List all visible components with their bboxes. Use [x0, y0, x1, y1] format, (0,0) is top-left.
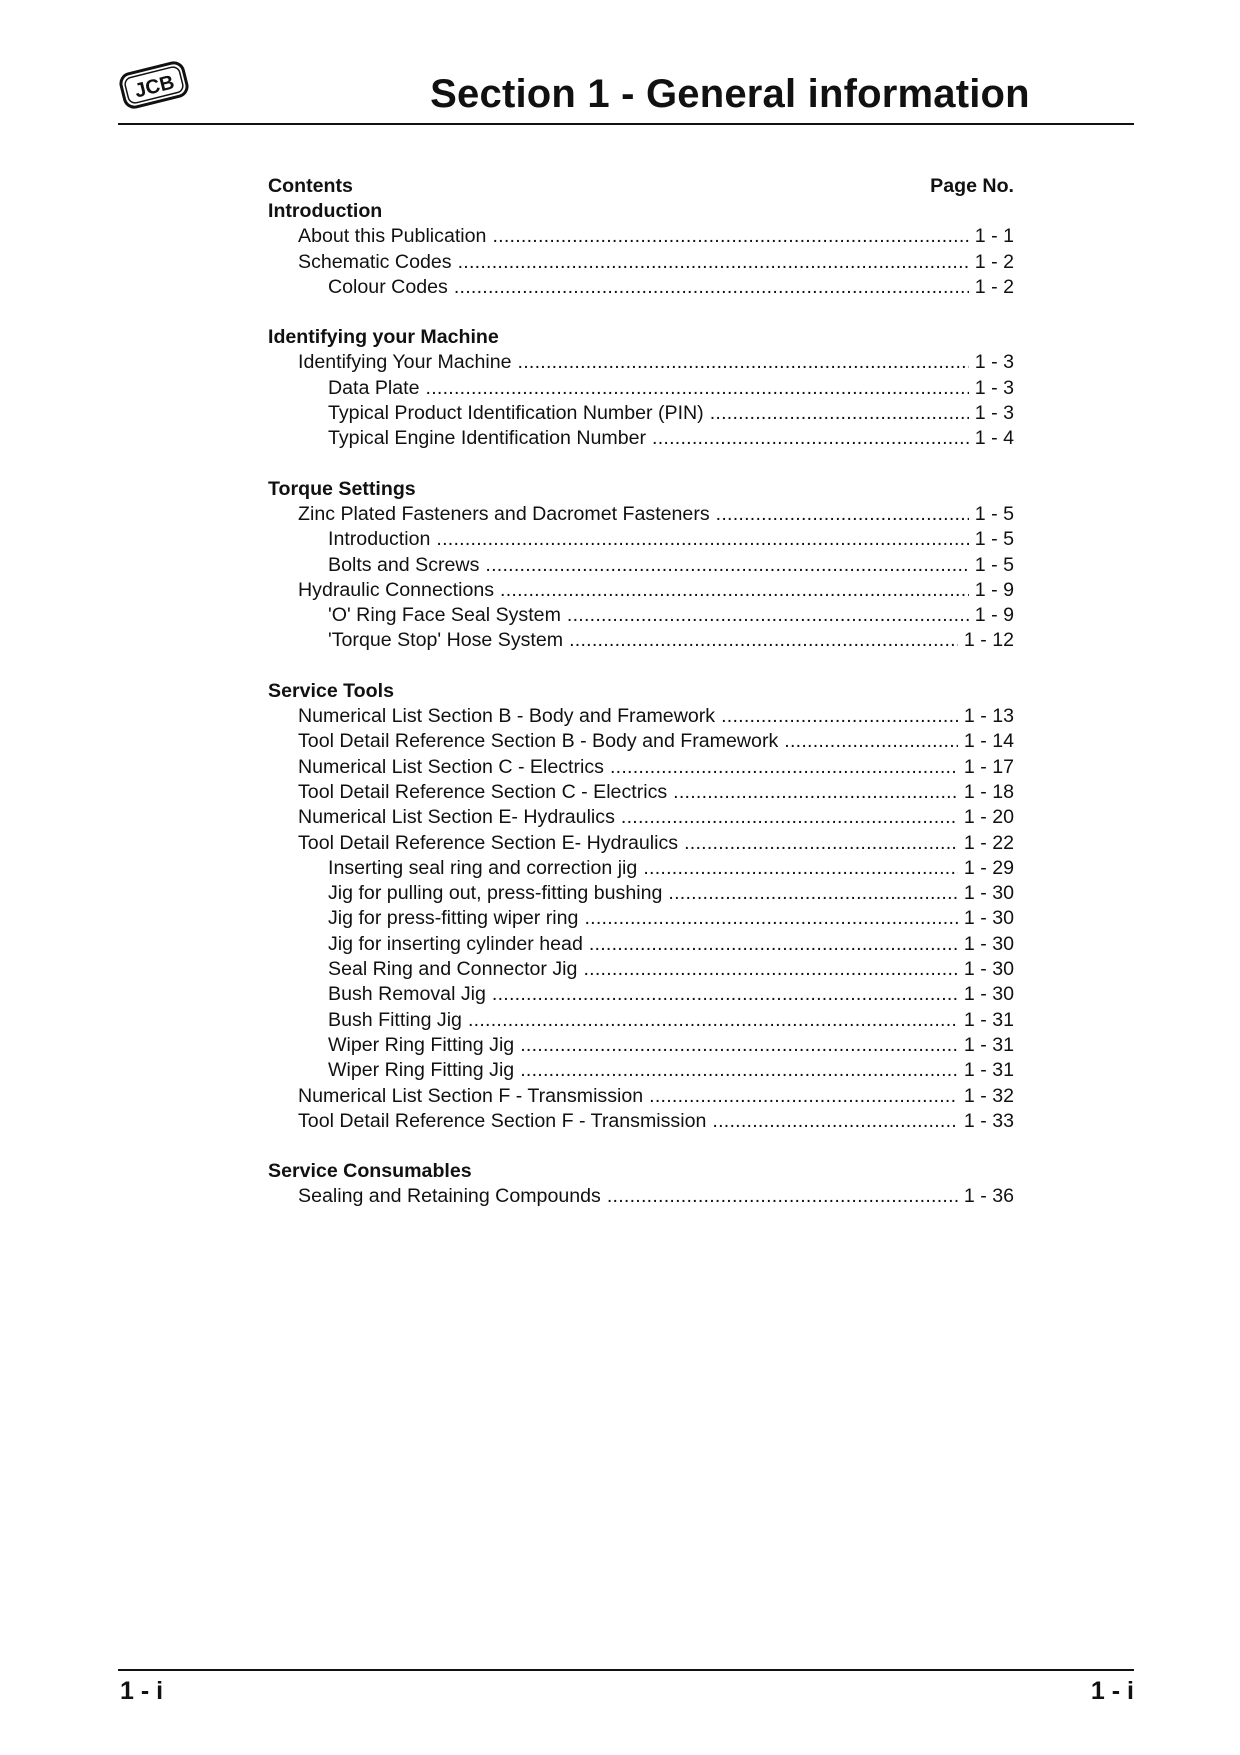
toc-dot-leader: [468, 1008, 958, 1033]
toc-group: [268, 679, 1014, 1134]
table-of-contents: [268, 173, 1014, 1210]
toc-dot-leader: [584, 906, 957, 931]
toc-entry[interactable]: [268, 1008, 1014, 1033]
toc-entry-label: Numerical List Section C - Electrics: [298, 755, 604, 778]
toc-entry-label: Wiper Ring Fitting Jig: [328, 1059, 515, 1082]
toc-dot-leader: [426, 376, 969, 401]
toc-dot-leader: [567, 603, 969, 628]
toc-dot-leader: [485, 553, 968, 578]
toc-group-heading: Introduction: [268, 200, 383, 222]
footer-page-left: 1 - i: [120, 1677, 164, 1705]
toc-entry-label: Bush Fitting Jig: [328, 1008, 462, 1031]
toc-entry-label: Jig for press-fitting wiper ring: [328, 907, 579, 930]
toc-entry-label: Numerical List Section F - Transmission: [298, 1084, 644, 1107]
toc-dot-leader: [458, 250, 969, 275]
toc-entry[interactable]: [268, 224, 1014, 249]
toc-entry-label: Tool Detail Reference Section E- Hydraulics: [298, 831, 679, 854]
toc-entry-label: About this Publication: [298, 225, 487, 248]
toc-dot-leader: [610, 755, 958, 780]
toc-entry-label: Tool Detail Reference Section B - Body and Framework: [298, 730, 779, 753]
toc-entry[interactable]: [268, 780, 1014, 805]
toc-entry-page: 1 - 5: [974, 502, 1014, 525]
toc-entry-page: 1 - 5: [974, 528, 1014, 551]
toc-entry-page: 1 - 3: [974, 351, 1014, 374]
toc-entry-label: Colour Codes: [328, 275, 448, 298]
toc-dot-leader: [492, 224, 968, 249]
toc-entry[interactable]: [268, 527, 1014, 552]
toc-entry-label: Numerical List Section E- Hydraulics: [298, 806, 615, 829]
toc-entry[interactable]: [268, 704, 1014, 729]
toc-entry-label: 'Torque Stop' Hose System: [328, 629, 564, 652]
logo-text: JCB: [132, 71, 177, 103]
toc-entry-label: Sealing and Retaining Compounds: [298, 1185, 601, 1208]
toc-entry[interactable]: [268, 957, 1014, 982]
toc-entry[interactable]: [268, 1058, 1014, 1083]
toc-entry[interactable]: [268, 1084, 1014, 1109]
toc-entry-label: Identifying Your Machine: [298, 351, 512, 374]
toc-entry-label: Numerical List Section B - Body and Framework: [298, 705, 716, 728]
toc-entry-label: Typical Engine Identification Number: [328, 427, 647, 450]
toc-entry-label: Seal Ring and Connector Jig: [328, 958, 578, 981]
toc-entry-page: 1 - 2: [974, 250, 1014, 273]
toc-dot-leader: [500, 578, 969, 603]
toc-entry-label: Hydraulic Connections: [298, 578, 495, 601]
toc-entry[interactable]: [268, 906, 1014, 931]
toc-dot-leader: [520, 1033, 958, 1058]
toc-dot-leader: [583, 957, 957, 982]
toc-entry-label: 'O' Ring Face Seal System: [328, 604, 561, 627]
toc-dot-leader: [454, 275, 969, 300]
toc-entry[interactable]: [268, 881, 1014, 906]
toc-entry-label: Tool Detail Reference Section F - Transmission: [298, 1109, 707, 1132]
toc-entry-page: 1 - 12: [963, 629, 1014, 652]
toc-entry-page: 1 - 29: [963, 856, 1014, 879]
toc-entry-page: 1 - 20: [963, 806, 1014, 829]
toc-entry[interactable]: [268, 1109, 1014, 1134]
toc-entry-page: 1 - 5: [974, 553, 1014, 576]
header-rule: [118, 123, 1134, 125]
toc-entry[interactable]: [268, 982, 1014, 1007]
toc-entry-page: 1 - 13: [963, 705, 1014, 728]
toc-entry-page: 1 - 9: [974, 604, 1014, 627]
toc-dot-leader: [784, 729, 958, 754]
toc-entry-label: Jig for pulling out, press-fitting bushing: [328, 882, 663, 905]
toc-entry[interactable]: [268, 755, 1014, 780]
jcb-logo: [118, 56, 190, 114]
toc-entry[interactable]: [268, 603, 1014, 628]
toc-entry-page: 1 - 14: [963, 730, 1014, 753]
toc-dot-leader: [607, 1184, 958, 1209]
toc-entry-page: 1 - 30: [963, 882, 1014, 905]
toc-entry-page: 1 - 1: [974, 225, 1014, 248]
toc-group-heading: Identifying your Machine: [268, 326, 499, 349]
toc-entry[interactable]: [268, 729, 1014, 754]
toc-dot-leader: [569, 628, 958, 653]
toc-entry-page: 1 - 3: [974, 402, 1014, 425]
toc-dot-leader: [518, 350, 969, 375]
toc-entry[interactable]: [268, 1184, 1014, 1209]
toc-dot-leader: [649, 1084, 958, 1109]
toc-dot-leader: [492, 982, 958, 1007]
toc-dot-leader: [684, 831, 958, 856]
footer-rule: [118, 1669, 1134, 1671]
toc-dot-leader: [721, 704, 958, 729]
toc-group-heading: Service Tools: [268, 679, 394, 702]
toc-entry[interactable]: [268, 502, 1014, 527]
toc-group: [268, 325, 1014, 451]
toc-entry-label: Wiper Ring Fitting Jig: [328, 1033, 515, 1056]
toc-entry-page: 1 - 31: [963, 1033, 1014, 1056]
toc-entry-page: 1 - 9: [974, 578, 1014, 601]
footer-page-right: 1 - i: [1090, 1677, 1134, 1705]
toc-entry-label: Bush Removal Jig: [328, 983, 486, 1006]
toc-dot-leader: [436, 527, 968, 552]
toc-groups: [268, 199, 1014, 1210]
toc-dot-leader: [643, 856, 958, 881]
toc-header: [268, 173, 1014, 199]
toc-entry-label: Data Plate: [328, 376, 420, 399]
toc-dot-leader: [589, 932, 958, 957]
toc-entry[interactable]: [268, 250, 1014, 275]
contents-label: Contents: [268, 175, 353, 197]
toc-entry-page: 1 - 30: [963, 983, 1014, 1006]
toc-entry[interactable]: [268, 831, 1014, 856]
toc-group-heading: Service Consumables: [268, 1160, 472, 1183]
toc-entry-label: Introduction: [328, 528, 431, 551]
toc-entry-page: 1 - 33: [963, 1109, 1014, 1132]
toc-dot-leader: [712, 1109, 958, 1134]
toc-dot-leader: [652, 426, 969, 451]
toc-entry-page: 1 - 17: [963, 755, 1014, 778]
toc-entry-label: Inserting seal ring and correction jig: [328, 856, 638, 879]
toc-entry[interactable]: [268, 805, 1014, 830]
toc-entry[interactable]: [268, 401, 1014, 426]
toc-dot-leader: [668, 881, 958, 906]
toc-entry-page: 1 - 31: [963, 1008, 1014, 1031]
toc-entry-label: Bolts and Screws: [328, 553, 480, 576]
toc-group: [268, 1159, 1014, 1210]
page-title: Section 1 - General information: [430, 72, 1030, 116]
toc-dot-leader: [520, 1058, 958, 1083]
toc-entry[interactable]: [268, 553, 1014, 578]
page-no-label: Page No.: [930, 175, 1014, 197]
toc-entry-label: Tool Detail Reference Section C - Electrics: [298, 780, 668, 803]
toc-entry[interactable]: [268, 376, 1014, 401]
toc-entry[interactable]: [268, 932, 1014, 957]
toc-entry-page: 1 - 4: [974, 427, 1014, 450]
toc-entry-label: Zinc Plated Fasteners and Dacromet Fasteners: [298, 502, 710, 525]
toc-group-heading: Torque Settings: [268, 477, 416, 500]
toc-entry-page: 1 - 22: [963, 831, 1014, 854]
toc-entry-page: 1 - 30: [963, 907, 1014, 930]
toc-entry[interactable]: [268, 856, 1014, 881]
toc-entry-page: 1 - 30: [963, 958, 1014, 981]
toc-entry[interactable]: [268, 350, 1014, 375]
toc-entry-page: 1 - 31: [963, 1059, 1014, 1082]
toc-entry-label: Schematic Codes: [298, 250, 452, 273]
toc-entry[interactable]: [268, 578, 1014, 603]
toc-entry-page: 1 - 3: [974, 376, 1014, 399]
toc-entry-page: 1 - 30: [963, 932, 1014, 955]
toc-group: [268, 477, 1014, 654]
toc-group: [268, 199, 1014, 300]
toc-entry[interactable]: [268, 1033, 1014, 1058]
toc-dot-leader: [621, 805, 958, 830]
toc-entry[interactable]: [268, 426, 1014, 451]
toc-entry-label: Jig for inserting cylinder head: [328, 932, 583, 955]
toc-dot-leader: [716, 502, 969, 527]
toc-entry-page: 1 - 32: [963, 1084, 1014, 1107]
toc-dot-leader: [673, 780, 958, 805]
toc-entry-page: 1 - 36: [963, 1185, 1014, 1208]
toc-entry[interactable]: [268, 275, 1014, 300]
toc-entry-label: Typical Product Identification Number (PIN): [328, 402, 704, 425]
toc-entry-page: 1 - 2: [974, 275, 1014, 298]
toc-entry[interactable]: [268, 628, 1014, 653]
toc-dot-leader: [710, 401, 969, 426]
toc-entry-page: 1 - 18: [963, 780, 1014, 803]
